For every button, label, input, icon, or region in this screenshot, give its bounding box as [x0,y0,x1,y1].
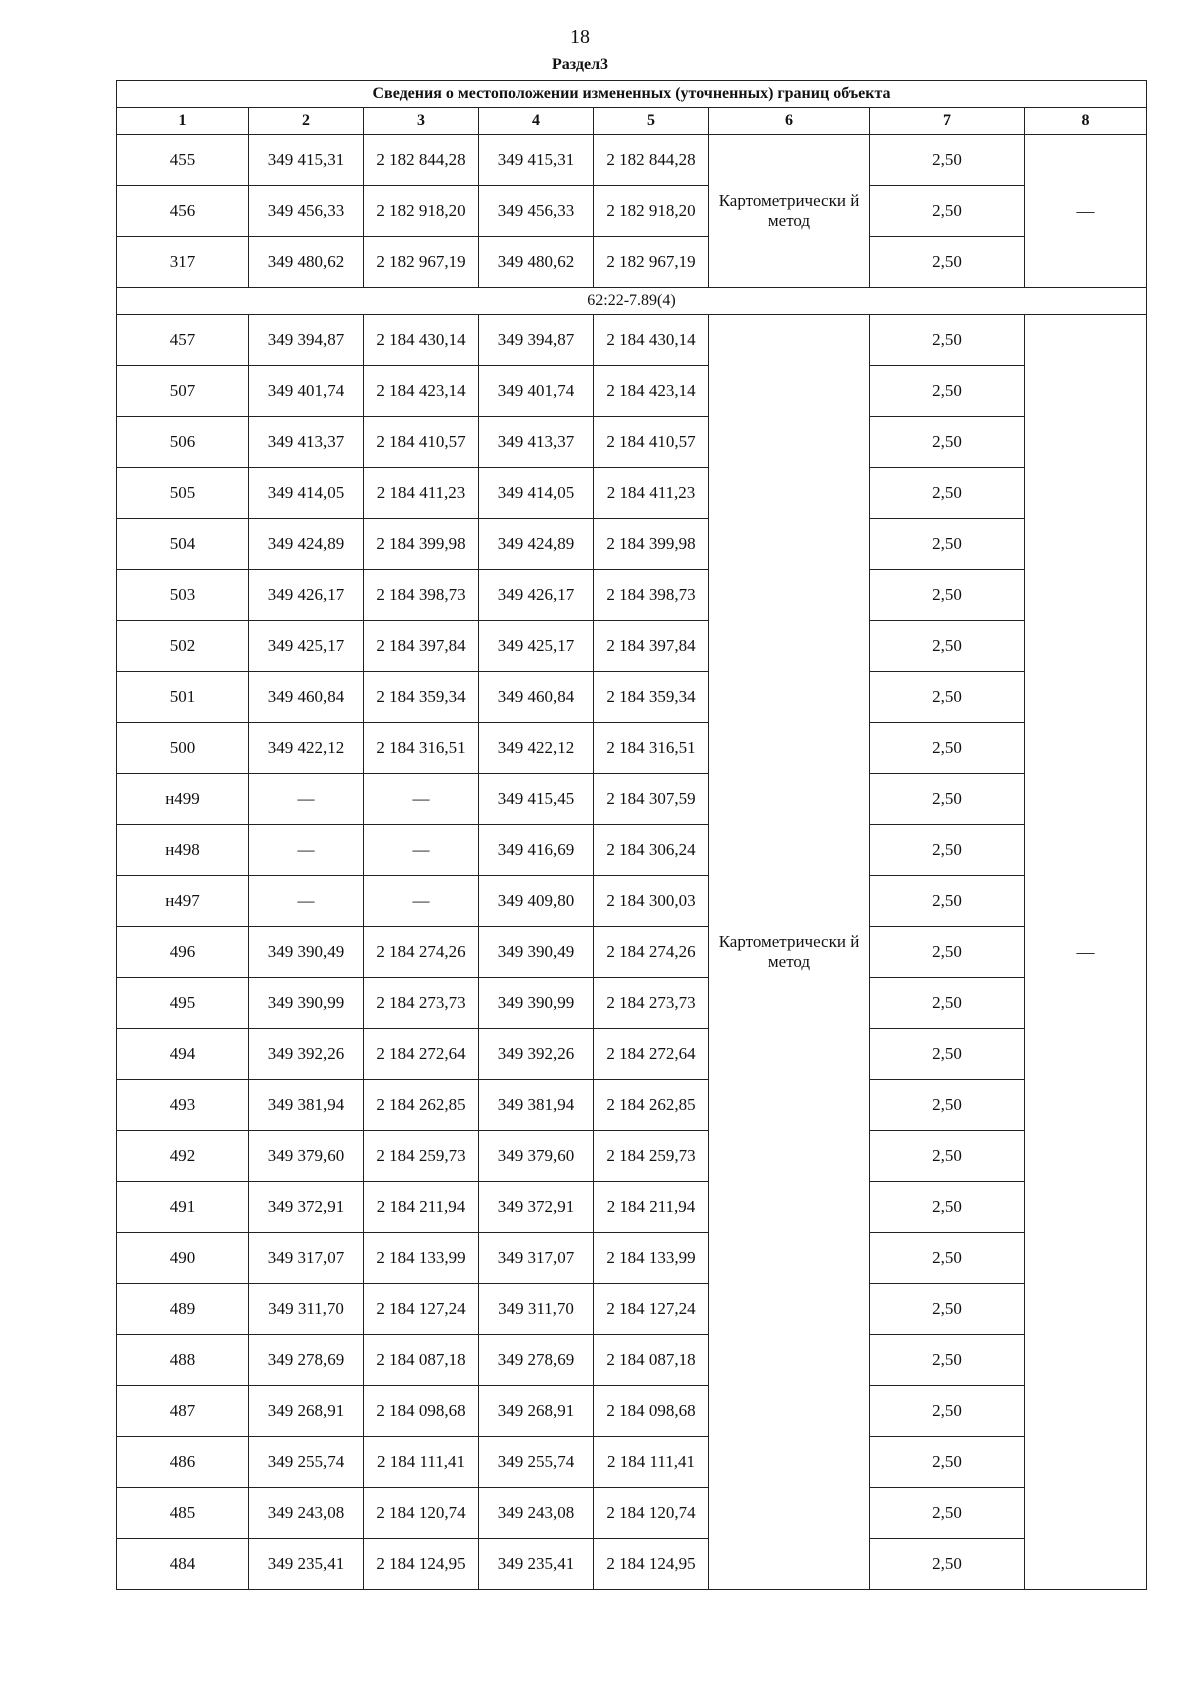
parcel-subheading-row [117,288,1147,315]
point-number-cell: 457 [117,315,249,366]
point-number-cell: 456 [117,186,249,237]
x-refined-cell: 349 243,08 [479,1488,594,1539]
point-number-cell: 503 [117,570,249,621]
y-refined-cell: 2 184 300,03 [594,876,709,927]
y-refined-cell: 2 184 272,64 [594,1029,709,1080]
column-header-6: 6 [709,108,870,135]
y-refined-cell: 2 184 397,84 [594,621,709,672]
column-header-3: 3 [364,108,479,135]
y-existing-cell: 2 184 430,14 [364,315,479,366]
table-row [117,237,1147,288]
y-refined-cell: 2 184 120,74 [594,1488,709,1539]
table-row [117,1386,1147,1437]
x-existing-cell: 349 317,07 [249,1233,364,1284]
y-existing-cell: — [364,876,479,927]
note-cell: — [1025,135,1147,288]
table-row [117,366,1147,417]
accuracy-cell: 2,50 [870,1386,1025,1437]
point-number-cell: н497 [117,876,249,927]
table-row [117,774,1147,825]
x-existing-cell: 349 390,99 [249,978,364,1029]
point-number-cell: 455 [117,135,249,186]
x-existing-cell: — [249,774,364,825]
y-refined-cell: 2 184 098,68 [594,1386,709,1437]
accuracy-cell: 2,50 [870,621,1025,672]
y-existing-cell: 2 184 120,74 [364,1488,479,1539]
y-existing-cell: 2 184 274,26 [364,927,479,978]
x-existing-cell: 349 392,26 [249,1029,364,1080]
y-refined-cell: 2 184 307,59 [594,774,709,825]
y-refined-cell: 2 184 133,99 [594,1233,709,1284]
point-number-cell: 488 [117,1335,249,1386]
y-existing-cell: 2 184 316,51 [364,723,479,774]
column-header-4: 4 [479,108,594,135]
column-header-5: 5 [594,108,709,135]
y-existing-cell: 2 184 359,34 [364,672,479,723]
x-refined-cell: 349 413,37 [479,417,594,468]
x-existing-cell: 349 372,91 [249,1182,364,1233]
accuracy-cell: 2,50 [870,1080,1025,1131]
point-number-cell: 495 [117,978,249,1029]
x-existing-cell: — [249,825,364,876]
parcel-subheading: 62:22-7.89(4) [117,288,1147,315]
y-existing-cell: 2 184 087,18 [364,1335,479,1386]
point-number-cell: н499 [117,774,249,825]
table-row [117,672,1147,723]
y-refined-cell: 2 182 967,19 [594,237,709,288]
table-row [117,978,1147,1029]
x-existing-cell: 349 255,74 [249,1437,364,1488]
table-row [117,417,1147,468]
y-existing-cell: 2 184 272,64 [364,1029,479,1080]
x-refined-cell: 349 381,94 [479,1080,594,1131]
x-existing-cell: 349 278,69 [249,1335,364,1386]
y-refined-cell: 2 184 211,94 [594,1182,709,1233]
method-cell: Картометрически й метод [709,315,870,1590]
y-existing-cell: 2 184 398,73 [364,570,479,621]
table-row [117,1080,1147,1131]
x-existing-cell: 349 394,87 [249,315,364,366]
accuracy-cell: 2,50 [870,1182,1025,1233]
y-refined-cell: 2 184 398,73 [594,570,709,621]
y-refined-cell: 2 184 111,41 [594,1437,709,1488]
y-refined-cell: 2 184 124,95 [594,1539,709,1590]
y-existing-cell: 2 184 423,14 [364,366,479,417]
point-number-cell: 317 [117,237,249,288]
y-existing-cell: 2 184 410,57 [364,417,479,468]
table-row [117,621,1147,672]
x-existing-cell: 349 311,70 [249,1284,364,1335]
point-number-cell: 496 [117,927,249,978]
table-title-row [117,81,1147,108]
y-refined-cell: 2 184 274,26 [594,927,709,978]
y-existing-cell: 2 184 124,95 [364,1539,479,1590]
y-refined-cell: 2 184 262,85 [594,1080,709,1131]
y-existing-cell: 2 184 273,73 [364,978,479,1029]
x-existing-cell: 349 381,94 [249,1080,364,1131]
x-refined-cell: 349 379,60 [479,1131,594,1182]
table-row [117,468,1147,519]
y-refined-cell: 2 184 411,23 [594,468,709,519]
y-refined-cell: 2 184 087,18 [594,1335,709,1386]
y-refined-cell: 2 184 316,51 [594,723,709,774]
x-refined-cell: 349 424,89 [479,519,594,570]
table-row [117,1131,1147,1182]
x-existing-cell: 349 415,31 [249,135,364,186]
y-refined-cell: 2 182 844,28 [594,135,709,186]
accuracy-cell: 2,50 [870,315,1025,366]
accuracy-cell: 2,50 [870,1131,1025,1182]
table-row [117,519,1147,570]
y-refined-cell: 2 184 399,98 [594,519,709,570]
point-number-cell: 507 [117,366,249,417]
column-header-7: 7 [870,108,1025,135]
y-refined-cell: 2 184 359,34 [594,672,709,723]
x-refined-cell: 349 426,17 [479,570,594,621]
x-refined-cell: 349 415,45 [479,774,594,825]
y-existing-cell: 2 184 133,99 [364,1233,479,1284]
x-refined-cell: 349 372,91 [479,1182,594,1233]
y-existing-cell: 2 184 399,98 [364,519,479,570]
y-refined-cell: 2 182 918,20 [594,186,709,237]
y-refined-cell: 2 184 127,24 [594,1284,709,1335]
table-row [117,1539,1147,1590]
method-cell: Картометрически й метод [709,135,870,288]
point-number-cell: 494 [117,1029,249,1080]
x-refined-cell: 349 456,33 [479,186,594,237]
x-existing-cell: 349 390,49 [249,927,364,978]
x-existing-cell: 349 235,41 [249,1539,364,1590]
x-existing-cell: 349 426,17 [249,570,364,621]
point-number-cell: 502 [117,621,249,672]
point-number-cell: 500 [117,723,249,774]
table-row [117,1233,1147,1284]
page-number: 18 [570,26,590,48]
x-existing-cell: 349 268,91 [249,1386,364,1437]
point-number-cell: 506 [117,417,249,468]
x-refined-cell: 349 235,41 [479,1539,594,1590]
point-number-cell: 484 [117,1539,249,1590]
point-number-cell: 485 [117,1488,249,1539]
x-refined-cell: 349 268,91 [479,1386,594,1437]
coordinates-table [116,80,1147,1590]
x-existing-cell: 349 424,89 [249,519,364,570]
table-row [117,927,1147,978]
x-refined-cell: 349 460,84 [479,672,594,723]
y-existing-cell: 2 184 397,84 [364,621,479,672]
column-header-8: 8 [1025,108,1147,135]
note-cell: — [1025,315,1147,1590]
y-refined-cell: 2 184 410,57 [594,417,709,468]
point-number-cell: 491 [117,1182,249,1233]
table-row [117,186,1147,237]
y-existing-cell: 2 184 211,94 [364,1182,479,1233]
x-refined-cell: 349 416,69 [479,825,594,876]
table-body [117,135,1147,1590]
accuracy-cell: 2,50 [870,1488,1025,1539]
accuracy-cell: 2,50 [870,876,1025,927]
y-existing-cell: 2 184 111,41 [364,1437,479,1488]
x-existing-cell: 349 456,33 [249,186,364,237]
accuracy-cell: 2,50 [870,825,1025,876]
x-refined-cell: 349 255,74 [479,1437,594,1488]
table-row [117,825,1147,876]
x-existing-cell: — [249,876,364,927]
accuracy-cell: 2,50 [870,135,1025,186]
point-number-cell: 493 [117,1080,249,1131]
accuracy-cell: 2,50 [870,774,1025,825]
x-refined-cell: 349 390,49 [479,927,594,978]
y-refined-cell: 2 184 306,24 [594,825,709,876]
accuracy-cell: 2,50 [870,570,1025,621]
y-existing-cell: — [364,774,479,825]
x-existing-cell: 349 401,74 [249,366,364,417]
x-refined-cell: 349 415,31 [479,135,594,186]
y-existing-cell: — [364,825,479,876]
x-existing-cell: 349 422,12 [249,723,364,774]
x-existing-cell: 349 379,60 [249,1131,364,1182]
x-existing-cell: 349 425,17 [249,621,364,672]
x-existing-cell: 349 243,08 [249,1488,364,1539]
accuracy-cell: 2,50 [870,1233,1025,1284]
point-number-cell: 504 [117,519,249,570]
accuracy-cell: 2,50 [870,468,1025,519]
point-number-cell: 501 [117,672,249,723]
column-header-2: 2 [249,108,364,135]
x-refined-cell: 349 390,99 [479,978,594,1029]
table-row [117,570,1147,621]
x-refined-cell: 349 401,74 [479,366,594,417]
x-refined-cell: 349 480,62 [479,237,594,288]
x-refined-cell: 349 414,05 [479,468,594,519]
accuracy-cell: 2,50 [870,927,1025,978]
x-existing-cell: 349 480,62 [249,237,364,288]
accuracy-cell: 2,50 [870,1335,1025,1386]
y-refined-cell: 2 184 430,14 [594,315,709,366]
x-refined-cell: 349 278,69 [479,1335,594,1386]
y-existing-cell: 2 184 259,73 [364,1131,479,1182]
point-number-cell: 505 [117,468,249,519]
y-existing-cell: 2 184 262,85 [364,1080,479,1131]
x-refined-cell: 349 392,26 [479,1029,594,1080]
table-row [117,723,1147,774]
x-existing-cell: 349 413,37 [249,417,364,468]
x-existing-cell: 349 460,84 [249,672,364,723]
y-existing-cell: 2 184 098,68 [364,1386,479,1437]
x-refined-cell: 349 409,80 [479,876,594,927]
accuracy-cell: 2,50 [870,186,1025,237]
point-number-cell: 490 [117,1233,249,1284]
table-title: Сведения о местоположении измененных (уточненных) границ объекта [117,81,1147,108]
accuracy-cell: 2,50 [870,366,1025,417]
y-existing-cell: 2 182 918,20 [364,186,479,237]
y-refined-cell: 2 184 423,14 [594,366,709,417]
y-existing-cell: 2 182 967,19 [364,237,479,288]
table-row [117,1284,1147,1335]
x-refined-cell: 349 317,07 [479,1233,594,1284]
x-refined-cell: 349 422,12 [479,723,594,774]
table-row [117,1029,1147,1080]
accuracy-cell: 2,50 [870,723,1025,774]
table-row [117,1437,1147,1488]
point-number-cell: 486 [117,1437,249,1488]
table-row [117,876,1147,927]
accuracy-cell: 2,50 [870,978,1025,1029]
table-row [117,135,1147,186]
accuracy-cell: 2,50 [870,1284,1025,1335]
y-refined-cell: 2 184 273,73 [594,978,709,1029]
accuracy-cell: 2,50 [870,237,1025,288]
x-refined-cell: 349 311,70 [479,1284,594,1335]
table-row [117,1335,1147,1386]
point-number-cell: 487 [117,1386,249,1437]
y-existing-cell: 2 182 844,28 [364,135,479,186]
point-number-cell: 489 [117,1284,249,1335]
accuracy-cell: 2,50 [870,417,1025,468]
accuracy-cell: 2,50 [870,672,1025,723]
accuracy-cell: 2,50 [870,1029,1025,1080]
x-refined-cell: 349 394,87 [479,315,594,366]
column-header-row [117,108,1147,135]
section-title: Раздел3 [551,56,609,73]
column-header-1: 1 [117,108,249,135]
accuracy-cell: 2,50 [870,1539,1025,1590]
accuracy-cell: 2,50 [870,519,1025,570]
point-number-cell: н498 [117,825,249,876]
point-number-cell: 492 [117,1131,249,1182]
accuracy-cell: 2,50 [870,1437,1025,1488]
y-refined-cell: 2 184 259,73 [594,1131,709,1182]
x-existing-cell: 349 414,05 [249,468,364,519]
table-row [117,315,1147,366]
table-row [117,1488,1147,1539]
table-row [117,1182,1147,1233]
y-existing-cell: 2 184 411,23 [364,468,479,519]
x-refined-cell: 349 425,17 [479,621,594,672]
y-existing-cell: 2 184 127,24 [364,1284,479,1335]
